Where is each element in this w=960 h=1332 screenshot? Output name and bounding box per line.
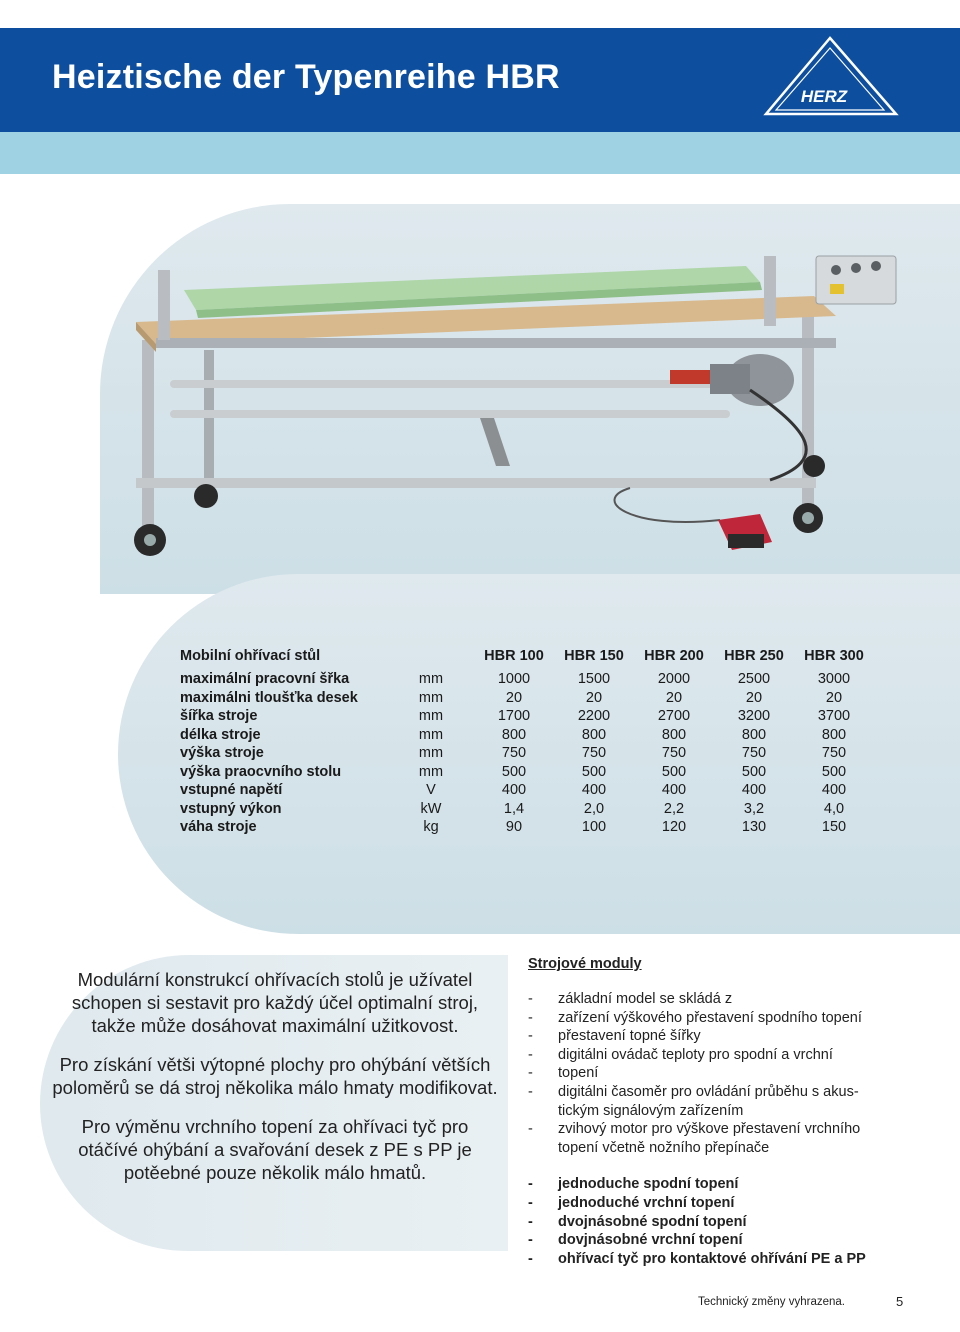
spec-value: 3700 [817, 708, 851, 724]
spec-value: 800 [821, 726, 847, 743]
module-item: - přestavení topné šířky [528, 1028, 701, 1045]
spec-value: 130 [741, 819, 767, 835]
spec-label: maximálni tloušťka desek [180, 689, 358, 706]
spec-value: 3,2 [743, 800, 765, 817]
spec-value: 20 [825, 689, 843, 706]
spec-value: 500 [661, 763, 687, 780]
module-option: - ohřívací tyč pro kontaktové ohřívání PE a PP [528, 1250, 866, 1267]
spec-value: 20 [505, 689, 523, 706]
module-option: - jednoduché vrchní topení [528, 1194, 735, 1211]
spec-value: 750 [741, 745, 767, 761]
spec-unit: mm [418, 745, 444, 761]
module-item: - zařízení výškového přestavení spodního topení [528, 1009, 862, 1026]
spec-heading: Mobilní ohřívací stůl [180, 648, 321, 664]
spec-value: 750 [661, 745, 687, 761]
spec-value: 400 [821, 782, 847, 798]
spec-value: 1000 [497, 671, 531, 687]
spec-value: 3200 [737, 708, 771, 724]
module-option: - dovjnásobné vrchní topení [528, 1232, 743, 1249]
logo-text: HERZ [800, 87, 848, 106]
spec-value: 500 [501, 763, 527, 780]
spec-unit: mm [418, 708, 444, 724]
spec-value: 500 [741, 763, 767, 780]
spec-value: 400 [501, 782, 527, 798]
machine-modules [528, 956, 948, 1268]
spec-label: maximální pracovní šřka [180, 671, 350, 687]
module-option: - jednoduche spodní topení [528, 1176, 739, 1193]
spec-value: 2200 [577, 708, 611, 724]
spec-value: 2,0 [583, 800, 605, 817]
module-item: - zvihový motor pro výškove přestavení vrchního topení včetně nožního přepínače [528, 1121, 861, 1156]
spec-unit: V [426, 782, 436, 798]
module-item: - digitálni časoměr pro ovládání průběhu s akus- tickým signálovým zařízením [528, 1083, 859, 1119]
model-header: HBR 100 [484, 648, 544, 664]
spec-value: 400 [581, 782, 607, 798]
spec-value: 800 [741, 726, 767, 743]
spec-value: 2,2 [663, 800, 685, 817]
description-paragraph: Pro výměnu vrchního topení za ohřívaci tyč pro otáčívé ohýbání a svařování desek z PE s PP je potěebné pouze několik málo hmatů. [78, 1116, 472, 1183]
spec-value: 20 [585, 689, 603, 706]
page-number: 5 [896, 1294, 904, 1309]
spec-unit: mm [418, 763, 444, 780]
description-text [50, 968, 500, 1200]
model-header: HBR 200 [644, 648, 704, 664]
spec-unit: mm [418, 671, 444, 687]
modules-title: Strojové moduly [528, 956, 642, 972]
spec-value: 20 [665, 689, 683, 706]
spec-value: 800 [581, 726, 607, 743]
spec-value: 3000 [817, 671, 851, 687]
spec-unit: kg [423, 819, 439, 835]
spec-label: výška praocvního stolu [180, 763, 342, 780]
module-item: - digitálni ovádač teploty pro spodní a vrchní [528, 1046, 833, 1063]
header-accent-band [0, 132, 960, 174]
herz-logo [760, 34, 900, 120]
model-header: HBR 300 [804, 648, 864, 664]
spec-value: 150 [821, 819, 847, 835]
module-option: - dvojnásobné spodní topení [528, 1213, 747, 1230]
spec-value: 400 [661, 782, 687, 798]
spec-value: 4,0 [823, 800, 845, 817]
module-item: - základní model se skládá z [528, 991, 733, 1007]
spec-value: 500 [581, 763, 607, 780]
spec-value: 2700 [657, 708, 691, 724]
spec-value: 1700 [497, 708, 531, 724]
spec-label: váha stroje [180, 819, 257, 835]
spec-unit: kW [420, 800, 442, 817]
spec-value: 750 [821, 745, 847, 761]
spec-label: vstupný výkon [180, 800, 282, 817]
spec-unit: mm [418, 726, 444, 743]
spec-value: 800 [501, 726, 527, 743]
spec-value: 2000 [657, 671, 691, 687]
spec-label: šířka stroje [180, 708, 258, 724]
spec-value: 2500 [737, 671, 771, 687]
description-paragraph: Pro získání větši výtopné plochy pro ohýbání větších poloměrů se dá stroj několika málo hmaty modifikovat. [52, 1054, 498, 1098]
spec-label: vstupné napětí [180, 782, 283, 798]
spec-value: 1500 [577, 671, 611, 687]
description-paragraph: Modulární konstrukcí ohřívacích stolů je užívatel schopen si sestavit pro každý účel optimalní stroj, takže může dosáhovat maximální užitkovost. [71, 969, 479, 1036]
spec-value: 400 [741, 782, 767, 798]
spec-value: 750 [581, 745, 607, 761]
top-margin [0, 0, 960, 28]
spec-value: 750 [501, 745, 527, 761]
spec-value: 20 [745, 689, 763, 706]
spec-value: 100 [581, 819, 607, 835]
page-title: Heiztische der Typenreihe HBR [52, 58, 560, 96]
footer-note: Technický změny vyhrazena. [698, 1296, 846, 1308]
spec-label: výška stroje [180, 745, 264, 761]
spec-value: 90 [505, 819, 523, 835]
module-item: - topení [528, 1065, 599, 1082]
spec-value: 500 [821, 763, 847, 780]
spec-label: délka stroje [180, 726, 261, 743]
machine-photo [110, 230, 930, 575]
spec-value: 800 [661, 726, 687, 743]
model-header: HBR 250 [724, 648, 784, 664]
spec-value: 120 [661, 819, 687, 835]
spacer [528, 1157, 948, 1175]
spec-value: 1,4 [503, 800, 525, 817]
model-header: HBR 150 [564, 648, 624, 664]
spec-unit: mm [418, 689, 444, 706]
